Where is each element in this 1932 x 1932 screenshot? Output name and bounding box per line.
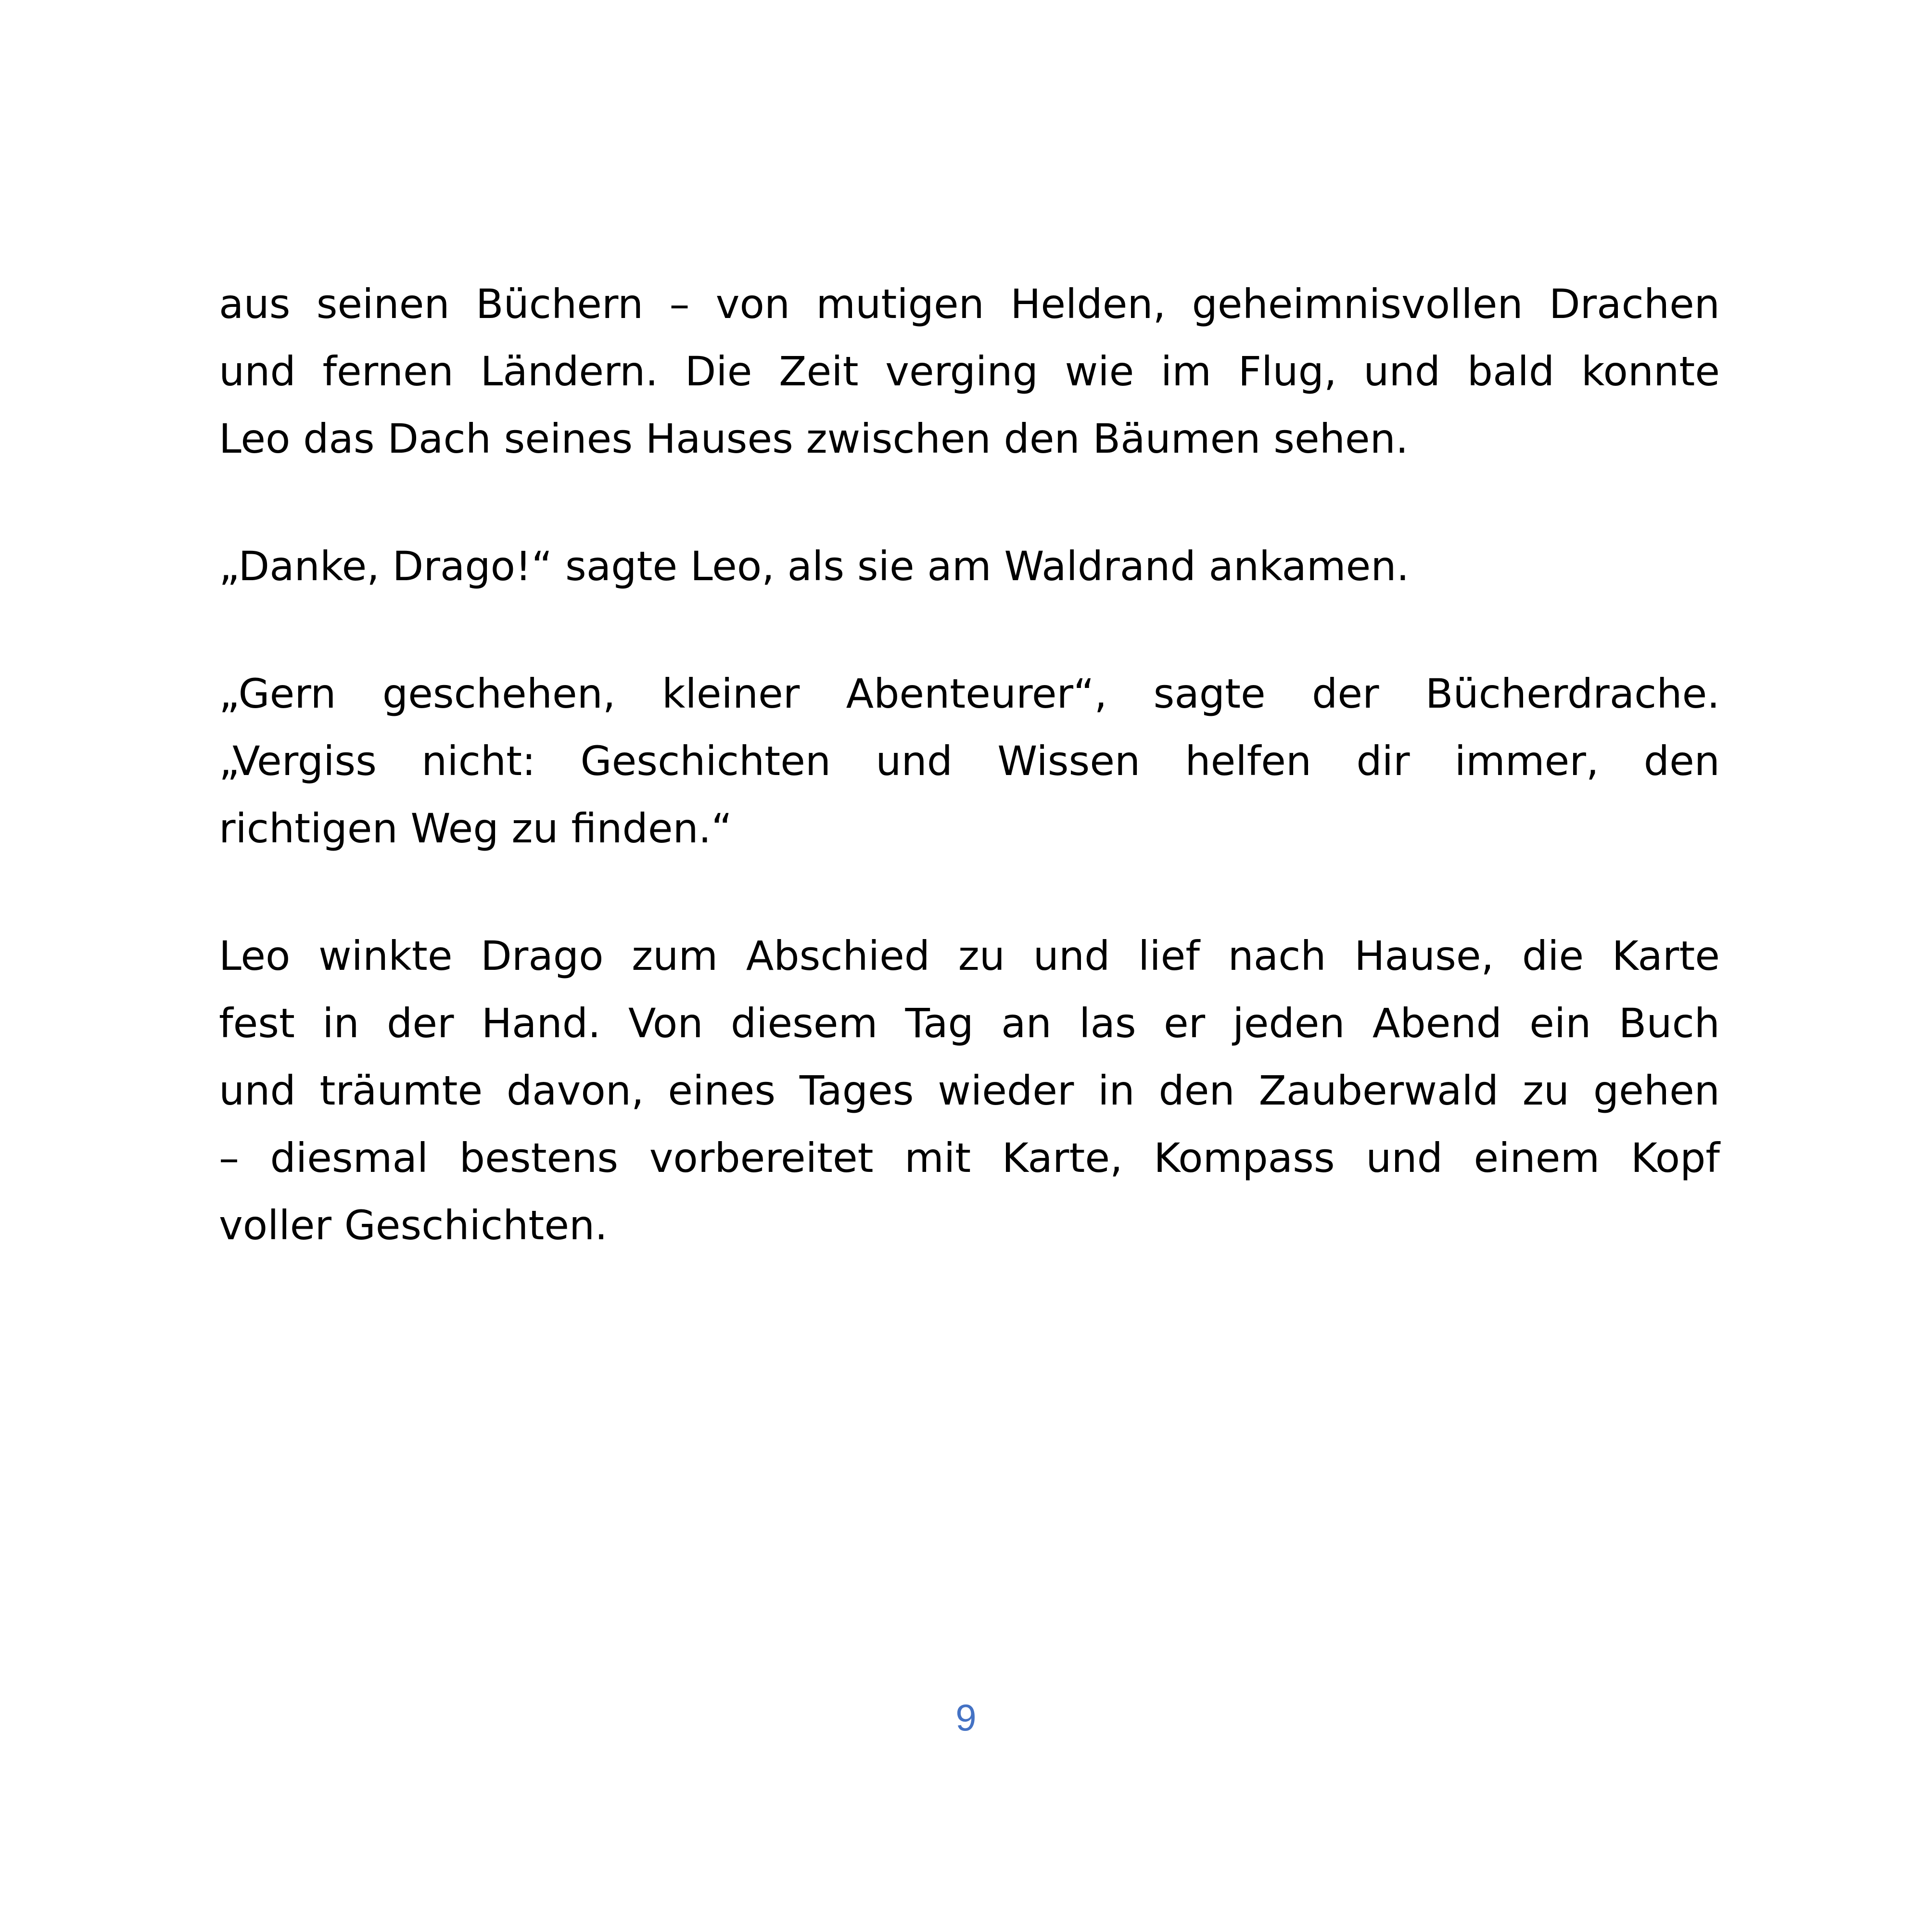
text-line: – diesmal bestens vorbereitet mit Karte, Kompass und einem Kopf: [219, 1134, 1720, 1182]
text-line: „Danke, Drago!“ sagte Leo, als sie am Waldrand ankamen.: [219, 543, 1410, 590]
text-line: „Vergiss nicht: Geschichten und Wissen helfen dir immer, den: [219, 737, 1720, 785]
paragraph-3: [219, 660, 1720, 862]
text-line: „Gern geschehen, kleiner Abenteurer“, sagte der Bücherdrache.: [219, 670, 1720, 717]
body-text: [219, 270, 1720, 1319]
text-line: richtigen Weg zu finden.“: [219, 805, 732, 852]
paragraph-2: [219, 533, 1720, 600]
text-line: voller Geschichten.: [219, 1202, 608, 1249]
text-line: Leo das Dach seines Hauses zwischen den Bäumen sehen.: [219, 415, 1409, 462]
page-number: 9: [955, 1696, 977, 1739]
text-line: fest in der Hand. Von diesem Tag an las er jeden Abend ein Buch: [219, 1000, 1720, 1047]
paragraph-1: [219, 270, 1720, 472]
text-line: und fernen Ländern. Die Zeit verging wie im Flug, und bald konnte: [219, 348, 1720, 395]
text-line: aus seinen Büchern – von mutigen Helden, geheimnisvollen Drachen: [219, 280, 1720, 328]
text-line: Leo winkte Drago zum Abschied zu und lief nach Hause, die Karte: [219, 932, 1720, 979]
text-line: und träumte davon, eines Tages wieder in den Zauberwald zu gehen: [219, 1067, 1720, 1114]
paragraph-4: [219, 922, 1720, 1259]
